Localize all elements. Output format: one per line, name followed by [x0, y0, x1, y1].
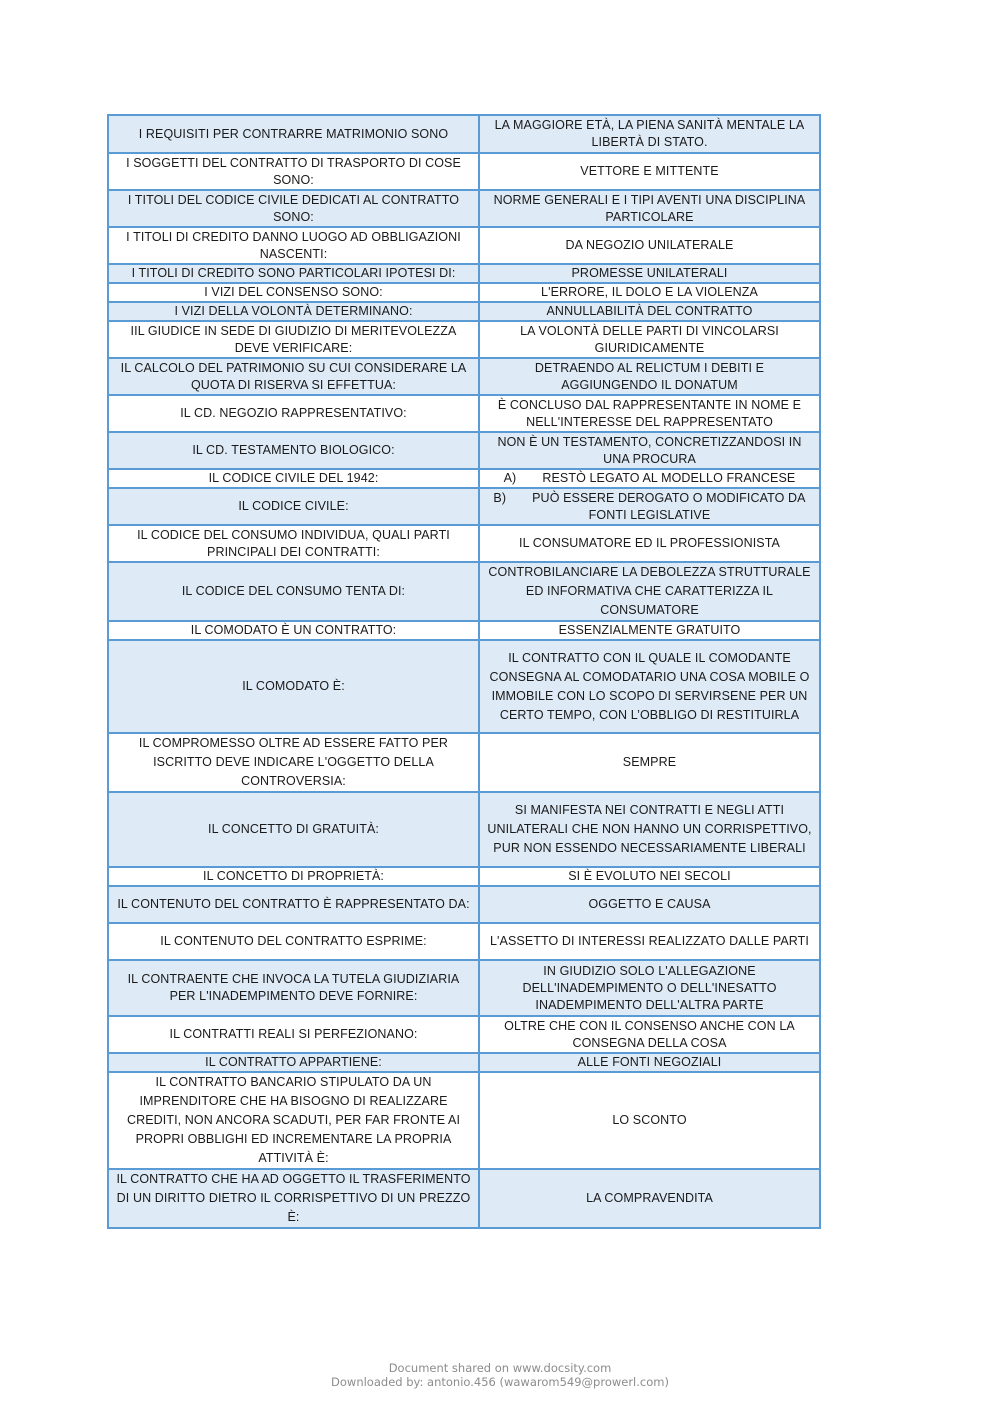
table-row — [108, 358, 820, 395]
question-cell: IL CODICE DEL CONSUMO INDIVIDUA, QUALI PARTI PRINCIPALI DEI CONTRATTI: — [108, 525, 479, 562]
answer-cell: PROMESSE UNILATERALI — [479, 264, 820, 283]
question-cell: IL CONCETTO DI GRATUITÀ: — [108, 792, 479, 867]
question-cell: I TITOLI DI CREDITO DANNO LUOGO AD OBBLIGAZIONI NASCENTI: — [108, 227, 479, 264]
question-cell: IIL GIUDICE IN SEDE DI GIUDIZIO DI MERITEVOLEZZA DEVE VERIFICARE: — [108, 321, 479, 358]
question-cell: IL CODICE CIVILE: — [108, 488, 479, 525]
question-cell: IL CONCETTO DI PROPRIETÀ: — [108, 867, 479, 886]
table-row — [108, 432, 820, 469]
question-cell: I VIZI DEL CONSENSO SONO: — [108, 283, 479, 302]
table-row — [108, 1053, 820, 1072]
answer-cell: CONTROBILANCIARE LA DEBOLEZZA STRUTTURALE ED INFORMATIVA CHE CARATTERIZZA IL CONSUMATORE — [479, 562, 820, 621]
table-row — [108, 264, 820, 283]
table-row — [108, 1016, 820, 1053]
answer-cell: NON È UN TESTAMENTO, CONCRETIZZANDOSI IN UNA PROCURA — [479, 432, 820, 469]
answer-cell: ESSENZIALMENTE GRATUITO — [479, 621, 820, 640]
answer-cell: LA MAGGIORE ETÀ, LA PIENA SANITÀ MENTALE LA LIBERTÀ DI STATO. — [479, 115, 820, 153]
table-row — [108, 621, 820, 640]
table-row — [108, 302, 820, 321]
answer-cell: SI MANIFESTA NEI CONTRATTI E NEGLI ATTI UNILATERALI CHE NON HANNO UN CORRISPETTIVO, PUR NON ESSENDO NECESSARIAMENTE LIBERALI — [479, 792, 820, 867]
question-cell: IL CODICE CIVILE DEL 1942: — [108, 469, 479, 488]
answer-cell: VETTORE E MITTENTE — [479, 153, 820, 190]
table-row — [108, 960, 820, 1016]
answer-cell: IL CONSUMATORE ED IL PROFESSIONISTA — [479, 525, 820, 562]
table-row — [108, 1072, 820, 1169]
answer-cell: LA COMPRAVENDITA — [479, 1169, 820, 1228]
answer-cell: DA NEGOZIO UNILATERALE — [479, 227, 820, 264]
question-cell: I TITOLI DEL CODICE CIVILE DEDICATI AL CONTRATTO SONO: — [108, 190, 479, 227]
answer-cell: SI È EVOLUTO NEI SECOLI — [479, 867, 820, 886]
table-row — [108, 562, 820, 621]
table-row — [108, 227, 820, 264]
question-cell: IL CONTRATTO CHE HA AD OGGETTO IL TRASFERIMENTO DI UN DIRITTO DIETRO IL CORRISPETTIVO DI UN PREZZO È: — [108, 1169, 479, 1228]
answer-cell: IL CONTRATTO CON IL QUALE IL COMODANTE CONSEGNA AL COMODATARIO UNA COSA MOBILE O IMMOBILE CON LO SCOPO DI SERVIRSENE PER UN CERTO TEMPO, CON L’OBBLIGO DI RESTITUIRLA — [479, 640, 820, 733]
answer-text: PUÒ ESSERE DEROGATO O MODIFICATO DA FONTI LEGISLATIVE — [532, 490, 806, 522]
question-cell: IL CONTENUTO DEL CONTRATTO È RAPPRESENTATO DA: — [108, 886, 479, 923]
table-row — [108, 525, 820, 562]
question-cell: IL COMPROMESSO OLTRE AD ESSERE FATTO PER ISCRITTO DEVE INDICARE L'OGGETTO DELLA CONTROVERSIA: — [108, 733, 479, 792]
question-cell: IL CALCOLO DEL PATRIMONIO SU CUI CONSIDERARE LA QUOTA DI RISERVA SI EFFETTUA: — [108, 358, 479, 395]
answer-cell: LA VOLONTÀ DELLE PARTI DI VINCOLARSI GIURIDICAMENTE — [479, 321, 820, 358]
table-row — [108, 733, 820, 792]
answer-cell: ALLE FONTI NEGOZIALI — [479, 1053, 820, 1072]
question-cell: IL COMODATO È UN CONTRATTO: — [108, 621, 479, 640]
table-row — [108, 640, 820, 733]
footer-downloaded-text: Downloaded by: antonio.456 (wawarom549@prowerl.com) — [331, 1375, 669, 1389]
answer-cell: OLTRE CHE CON IL CONSENSO ANCHE CON LA CONSEGNA DELLA COSA — [479, 1016, 820, 1053]
question-cell: IL CD. TESTAMENTO BIOLOGICO: — [108, 432, 479, 469]
table-row — [108, 923, 820, 960]
qa-table — [107, 114, 821, 1229]
answer-cell — [479, 469, 820, 488]
answer-text: RESTÒ LEGATO AL MODELLO FRANCESE — [542, 471, 796, 485]
table-row — [108, 488, 820, 525]
table-row — [108, 115, 820, 153]
answer-prefix: B) — [493, 490, 507, 505]
table-row — [108, 283, 820, 302]
question-cell: I REQUISITI PER CONTRARRE MATRIMONIO SONO — [108, 115, 479, 153]
answer-cell: ANNULLABILITÀ DEL CONTRATTO — [479, 302, 820, 321]
question-cell: IL CONTRATTO BANCARIO STIPULATO DA UN IMPRENDITORE CHE HA BISOGNO DI REALIZZARE CREDITI, NON ANCORA SCADUTI, PER FAR FRONTE AI PROPRI OBBLIGHI ED INCREMENTARE LA PROPRIA ATTIVITÀ È: — [108, 1072, 479, 1169]
answer-cell: NORME GENERALI E I TIPI AVENTI UNA DISCIPLINA PARTICOLARE — [479, 190, 820, 227]
table-row — [108, 792, 820, 867]
answer-cell: IN GIUDIZIO SOLO L'ALLEGAZIONE DELL'INADEMPIMENTO O DELL'INESATTO INADEMPIMENTO DELL'ALTRA PARTE — [479, 960, 820, 1016]
table-row — [108, 321, 820, 358]
answer-cell: SEMPRE — [479, 733, 820, 792]
question-cell: IL CONTENUTO DEL CONTRATTO ESPRIME: — [108, 923, 479, 960]
answer-cell: LO SCONTO — [479, 1072, 820, 1169]
question-cell: IL CONTRATTI REALI SI PERFEZIONANO: — [108, 1016, 479, 1053]
question-cell: I VIZI DELLA VOLONTÀ DETERMINANO: — [108, 302, 479, 321]
footer-shared-text: Document shared on www.docsity.com — [388, 1361, 612, 1375]
question-cell: IL CONTRATTO APPARTIENE: — [108, 1053, 479, 1072]
table-row — [108, 153, 820, 190]
answer-cell — [479, 488, 820, 525]
table-row — [108, 395, 820, 432]
answer-prefix: A) — [503, 471, 517, 485]
question-cell: IL CODICE DEL CONSUMO TENTA DI: — [108, 562, 479, 621]
question-cell: I TITOLI DI CREDITO SONO PARTICOLARI IPOTESI DI: — [108, 264, 479, 283]
answer-cell: DETRAENDO AL RELICTUM I DEBITI E AGGIUNGENDO IL DONATUM — [479, 358, 820, 395]
answer-cell: È CONCLUSO DAL RAPPRESENTANTE IN NOME E NELL'INTERESSE DEL RAPPRESENTATO — [479, 395, 820, 432]
table-row — [108, 190, 820, 227]
table-row — [108, 1169, 820, 1228]
table-row — [108, 886, 820, 923]
table-row — [108, 469, 820, 488]
question-cell: IL CD. NEGOZIO RAPPRESENTATIVO: — [108, 395, 479, 432]
question-cell: I SOGGETTI DEL CONTRATTO DI TRASPORTO DI COSE SONO: — [108, 153, 479, 190]
table-row — [108, 867, 820, 886]
question-cell: IL COMODATO È: — [108, 640, 479, 733]
question-cell: IL CONTRAENTE CHE INVOCA LA TUTELA GIUDIZIARIA PER L'INADEMPIMENTO DEVE FORNIRE: — [108, 960, 479, 1016]
answer-cell: L'ERRORE, IL DOLO E LA VIOLENZA — [479, 283, 820, 302]
answer-cell: OGGETTO E CAUSA — [479, 886, 820, 923]
answer-cell: L'ASSETTO DI INTERESSI REALIZZATO DALLE PARTI — [479, 923, 820, 960]
